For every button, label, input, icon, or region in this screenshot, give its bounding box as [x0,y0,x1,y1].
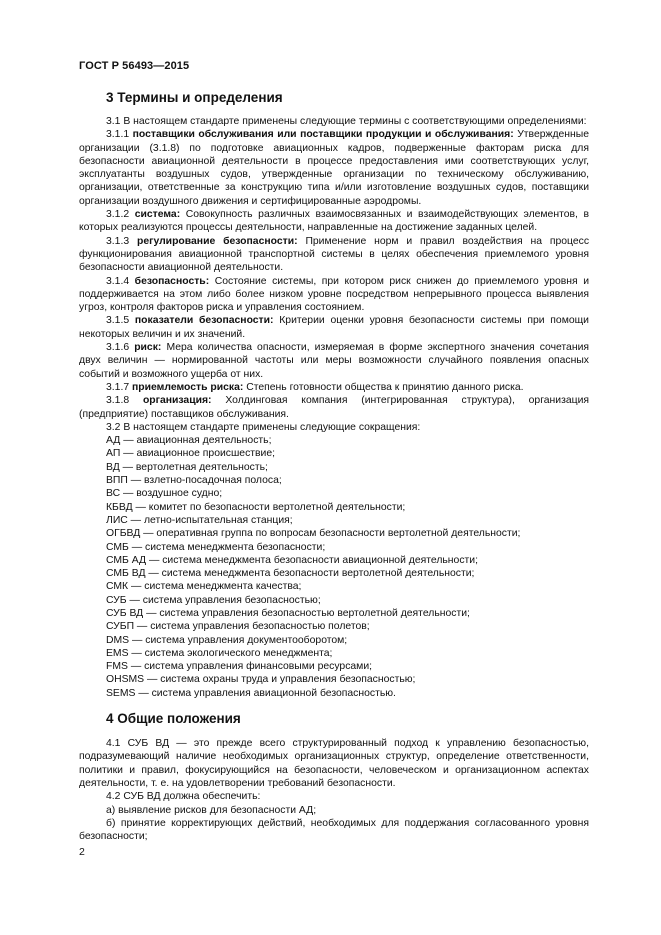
section-4-title: 4 Общие положения [106,711,241,727]
term-definition [79,235,589,275]
term-number: 3.1.8 [106,395,130,407]
page-number: 2 [79,846,85,858]
document-header: ГОСТ Р 56493—2015 [79,60,190,72]
term-text: Утвержденные организации (3.1.8) по подготовке авиационных кадров, подверженные факторам риска для безопасности авиационной деятельности в процессе предоставления ими соответствующих услуг, эксплуатанты воздушных судов, утвержденные организации по техническому обслуживанию, организации, ответственные за конструкцию типа и/или изготовление воздушных судов, поставщики организации воздушного движения и сертифицированные аэродромы. [79,129,590,207]
page-content [79,89,589,843]
term-definition [79,208,589,235]
abbreviation-item: SEMS — система управления авиационной безопасностью. [106,687,396,699]
term-definition [79,314,589,341]
term-text: Холдинговая компания (интегрированная структура), организация (предприятие) поставщиков обслуживания. [79,395,589,420]
term-number: 3.1.3 [106,235,130,247]
abbreviation-item: СМК — система менеджмента качества; [106,581,302,593]
section-4-paragraph: 4.2 СУБ ВД должна обеспечить: [106,791,261,803]
abbreviation-item: FMS — система управления финансовыми ресурсами; [106,661,373,673]
term-text: Совокупность различных взаимосвязанных и взаимодействующих элементов, в которых реализуются процессы деятельности, направленные на достижение заданных целей. [79,209,589,234]
term-text: Степень готовности общества к принятию данного риска. [246,381,524,393]
term-name: система: [134,209,181,221]
abbreviation-item: СУБ ВД — система управления безопасностью вертолетной деятельности; [106,607,470,619]
abbreviations-list [79,434,589,700]
term-number: 3.1.7 [106,381,130,393]
term-number: 3.1.2 [106,209,130,221]
abbreviation-item: DMS — система управления документооборотом; [106,634,348,646]
section-4-paragraph: б) принятие корректирующих действий, необходимых для поддержания согласованного уровня безопасности; [79,817,589,843]
section-3-title: 3 Термины и определения [106,90,283,105]
term-text: Мера количества опасности, измеряемая в форме экспертного значения сочетания двух величин — нормированной частоты или меры возможности случайного появления опасных событий и возможного ущерба от них. [79,342,590,380]
term-definition [79,128,589,208]
abbreviation-item: EMS — система экологического менеджмента; [106,647,333,659]
term-name: поставщики обслуживания или поставщики продукции и обслуживания: [132,129,514,141]
section-3-intro: 3.1 В настоящем стандарте применены следующие термины с соответствующими определениями: [106,116,587,127]
abbreviation-item: СМБ АД — система менеджмента безопасности авиационной деятельности; [106,554,478,566]
abbreviation-item: КБВД — комитет по безопасности вертолетной деятельности; [106,501,406,513]
term-name: показатели безопасности: [134,315,274,327]
abbreviation-item: ВПП — взлетно-посадочная полоса; [106,475,282,487]
abbreviation-item: АП — авиационное происшествие; [106,448,276,460]
term-definition [79,381,589,394]
term-number: 3.1.5 [106,315,130,327]
term-definition [79,341,589,381]
term-text: Применение норм и правил воздействия на процесс функционирования авиационной транспортной системы в целях обеспечения приемлемого уровня безопасности авиационной деятельности. [79,235,590,274]
terms-list [79,128,589,421]
abbreviation-item: СМБ ВД — система менеджмента безопасности вертолетной деятельности; [106,568,475,580]
abbreviations-intro: 3.2 В настоящем стандарте применены следующие сокращения: [106,421,421,433]
term-definition [79,394,589,421]
term-text: Критерии оценки уровня безопасности системы при помощи некоторых величин и их значений. [79,315,589,340]
abbreviation-item: ЛИС — летно-испытательная станция; [106,514,293,526]
section-4-paragraph: а) выявление рисков для безопасности АД; [106,804,317,816]
abbreviation-item: СУБ — система управления безопасностью; [106,594,321,606]
abbreviation-item: ОГБВД — оперативная группа по вопросам безопасности вертолетной деятельности; [106,528,521,540]
abbreviation-item: ВС — воздушное судно; [106,488,223,500]
term-name: приемлемость риска: [132,381,244,393]
term-name: регулирование безопасности: [136,235,298,247]
term-number: 3.1.6 [106,342,130,354]
section-4-paragraph: 4.1 СУБ ВД — это прежде всего структурированный подход к управлению безопасностью, подразумевающий наличие необходимых организационных структур, определение ответственности, политики и правил, фокусирующийся на безопасности, человеческом и организационном аспектах деятельности, т. е. на удовлетворении требований безопасности. [79,738,589,789]
term-name: риск: [134,342,162,354]
abbreviation-item: СУБП — система управления безопасностью полетов; [106,621,370,633]
term-name: организация: [142,395,212,407]
term-number: 3.1.4 [106,275,130,287]
abbreviation-item: ВД — вертолетная деятельность; [106,461,268,473]
term-name: безопасность: [134,275,210,287]
term-number: 3.1.1 [106,129,130,141]
abbreviation-item: OHSMS — система охраны труда и управления безопасностью; [106,674,416,686]
abbreviation-item: СМБ — система менеджмента безопасности; [106,541,326,553]
term-definition [79,275,589,315]
abbreviation-item: АД — авиационная деятельность; [106,435,272,447]
term-text: Состояние системы, при котором риск снижен до приемлемого уровня и поддерживается на этом либо более низком уровне посредством непрерывного процесса выявления угроз, контроля факторов риска и управления состоянием. [79,275,590,314]
